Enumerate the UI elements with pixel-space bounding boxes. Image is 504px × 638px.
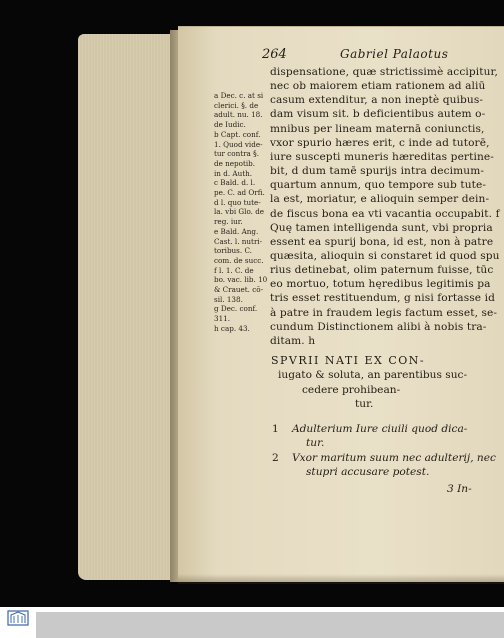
viewer-footer-strip <box>36 612 504 638</box>
margin-note-line: sil. 138. <box>214 294 243 304</box>
text-line: mnibus per lineam maternā coniunctis, <box>270 122 485 135</box>
margin-note-line: & Crauet. cō- <box>214 285 264 294</box>
margin-note-line: b Capt. conf. <box>214 129 261 139</box>
text-line: vxor spurio hæres erit, c inde ad tutorē, <box>270 136 490 149</box>
text-line: dispensatione, quæ strictissimè accipitur, <box>270 66 498 78</box>
margin-note-line: h cap. 43. <box>214 323 250 333</box>
text-line: cundum Distinctionem alibi à nobis tra- <box>270 320 487 333</box>
section-heading-line4: tur. <box>355 398 374 410</box>
summary-number: 2 <box>272 452 279 464</box>
margin-note-line: a Dec. c. at si <box>214 91 264 100</box>
margin-note-line: f l. 1. C. de <box>214 265 254 275</box>
margin-note-line: pe. C. ad Orfi. <box>214 188 265 197</box>
text-line: tris esset restituendum, g nisi fortasse id <box>270 292 495 305</box>
margin-note-line: de Iudic. <box>214 120 246 130</box>
margin-note-line: e Bald. Ang. <box>214 226 259 236</box>
summary-number: 1 <box>272 423 279 435</box>
text-line: quartum annum, quo tempore sub tute- <box>270 179 487 192</box>
running-title: Gabriel Palaotus <box>340 47 449 61</box>
page-edges <box>78 34 178 580</box>
text-line: eo mortuo, totum hęredibus legitimis pa <box>270 278 491 291</box>
margin-note-line: adult. nu. 18. <box>214 110 263 120</box>
margin-note-line: g Dec. conf. <box>214 304 258 314</box>
margin-note-line: la. vbi Glo. de <box>214 207 265 217</box>
text-line: la est, moriatur, e alioquin semper dein- <box>270 193 490 206</box>
summary-text: Adulterium Iure ciuili quod dica- <box>292 423 468 435</box>
text-line: essent ea spurij bona, id est, non à patre <box>270 235 494 248</box>
page-bottom-shadow <box>178 574 504 584</box>
text-line: ditam. h <box>270 334 316 347</box>
text-line: bit, d dum tamē spurijs intra decimum- <box>270 165 485 178</box>
text-line: iure suscepti muneris hæreditas pertine- <box>270 150 494 163</box>
section-heading-line3: cedere prohibean- <box>302 384 401 396</box>
margin-note-line: c Bald. d. l. <box>214 178 256 188</box>
margin-note-line: Cast. l. nutri- <box>214 236 263 246</box>
margin-note-line: reg. iur. <box>214 217 243 227</box>
library-logo-icon <box>5 609 31 631</box>
margin-note-line: 1. Quod vide- <box>214 139 263 149</box>
text-line: rius detinebat, olim paternum fuisse, tūc <box>270 264 494 277</box>
summary-text: tur. <box>306 437 325 449</box>
section-heading-line2: iugato & soluta, an parentibus suc- <box>278 369 468 381</box>
margin-note-line: 311. <box>214 314 231 324</box>
summary-text: Vxor maritum suum nec adulterij, nec <box>292 452 496 464</box>
margin-note-line: d l. quo tute- <box>214 197 261 207</box>
text-line: casum extenditur, a non ineptè quibus- <box>270 94 484 107</box>
margin-note-line: bo. vac. lib. 10 <box>214 275 268 285</box>
text-line: dam visum sit. b deficientibus autem o- <box>270 108 486 121</box>
margin-note-line: toribus. C. <box>214 246 252 256</box>
text-line: de fiscus bona ea vti vacantia occupabit. f <box>270 207 500 220</box>
margin-note-line: in d. Auth. <box>214 168 253 178</box>
page-number: 264 <box>262 47 287 62</box>
text-line: quæsita, alioquin si constaret id quod spu <box>270 249 500 262</box>
text-line: nec ob maiorem etiam rationem ad aliū <box>270 80 486 93</box>
margin-note-line: de nepotib. <box>214 158 256 168</box>
text-line: à patre in fraudem legis factum esset, se- <box>270 306 498 319</box>
text-line: Quę tamen intelligenda sunt, vbi propria <box>270 221 493 234</box>
margin-note-line: clerici. §. de <box>214 100 259 110</box>
margin-note-line: com. de succ. <box>214 255 264 265</box>
section-heading: SPVRII NATI EX CON- <box>271 354 426 367</box>
summary-text: stupri accusare potest. <box>306 466 430 478</box>
catchword: 3 In- <box>447 483 472 495</box>
margin-note-line: tur contra §. <box>214 149 259 159</box>
